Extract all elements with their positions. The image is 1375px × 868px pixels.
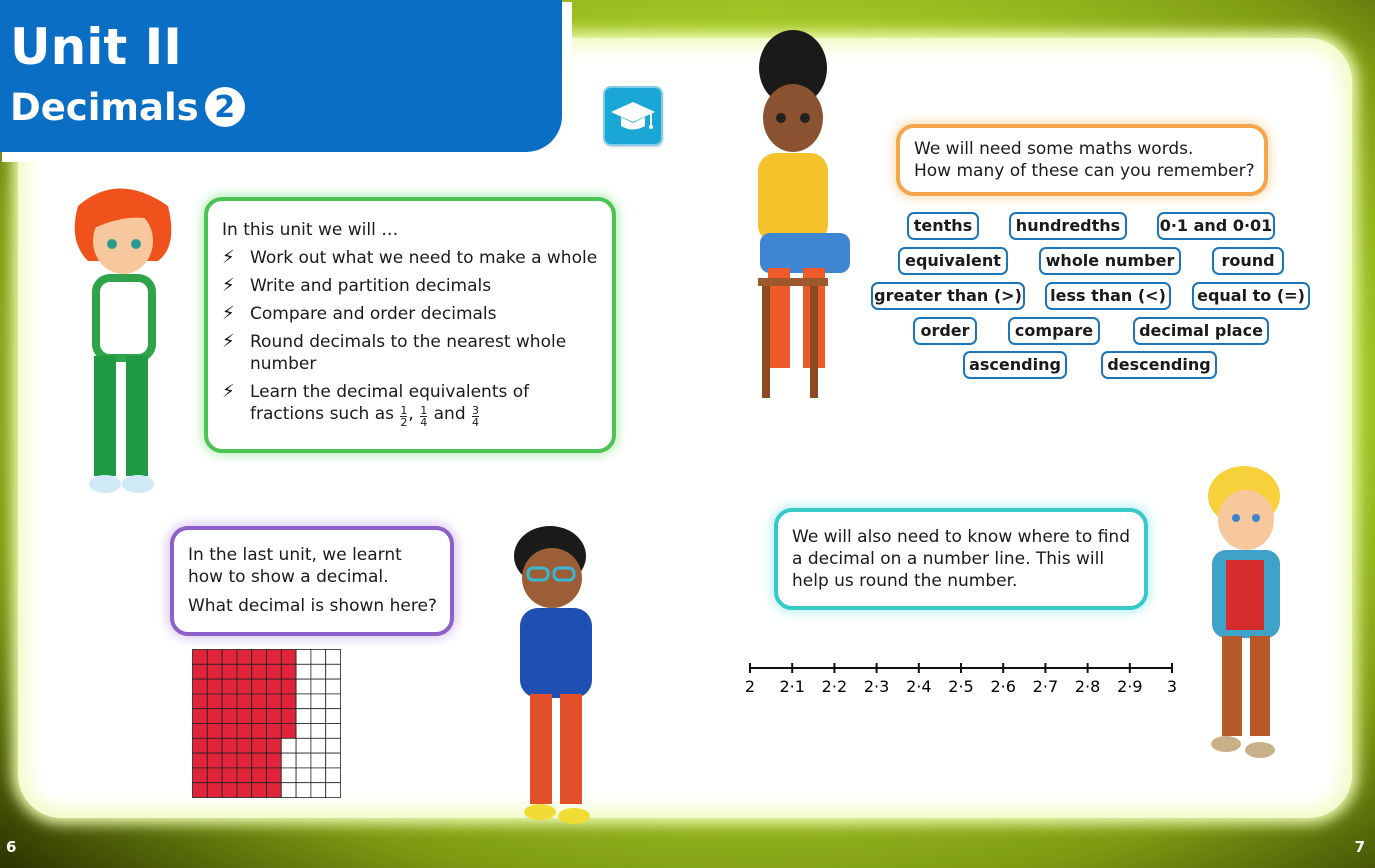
shaded-square	[237, 724, 252, 739]
unshaded-square	[326, 709, 341, 724]
shaded-square	[193, 709, 208, 724]
unshaded-square	[326, 783, 341, 798]
shaded-square	[193, 768, 208, 783]
shaded-square	[237, 753, 252, 768]
word-tag: decimal place	[1133, 317, 1269, 345]
unshaded-square	[296, 664, 311, 679]
unshaded-square	[296, 753, 311, 768]
shaded-square	[193, 650, 208, 665]
bubble-line: how to show a decimal.	[188, 567, 389, 587]
unshaded-square	[296, 694, 311, 709]
objectives-bubble	[204, 197, 616, 453]
bubble-line: In the last unit, we learnt	[188, 545, 402, 565]
unshaded-square	[326, 679, 341, 694]
fraction	[400, 405, 407, 428]
shaded-square	[281, 694, 296, 709]
numerator: 3	[472, 404, 480, 417]
unshaded-square	[296, 650, 311, 665]
shaded-square	[207, 694, 222, 709]
unit-title-text: Decimals	[10, 86, 199, 129]
shaded-square	[207, 768, 222, 783]
list-item	[222, 331, 602, 375]
list-item	[222, 303, 602, 325]
shaded-square	[193, 738, 208, 753]
word-tag: 0·1 and 0·01	[1157, 212, 1275, 240]
shaded-square	[207, 709, 222, 724]
shaded-square	[207, 724, 222, 739]
word-tag: round	[1212, 247, 1284, 275]
number-line-label: 2·5	[948, 677, 974, 696]
word-tag: ascending	[963, 351, 1067, 379]
objective-text: Round decimals to the nearest whole number	[250, 332, 567, 374]
unshaded-square	[296, 724, 311, 739]
and-word: and	[433, 404, 466, 424]
list-item	[222, 247, 602, 269]
shaded-square	[281, 724, 296, 739]
denominator: 2	[400, 416, 408, 429]
shaded-square	[281, 679, 296, 694]
objectives-list	[222, 247, 602, 434]
page-number-right: 7	[1354, 838, 1365, 856]
denominator: 4	[420, 416, 428, 429]
shaded-square	[267, 709, 282, 724]
shaded-square	[252, 709, 267, 724]
unshaded-square	[311, 709, 326, 724]
word-tag: compare	[1008, 317, 1100, 345]
bubble-line: We will also need to know where to find	[792, 527, 1130, 547]
fraction	[472, 405, 479, 428]
shaded-square	[281, 650, 296, 665]
shaded-square	[237, 709, 252, 724]
shaded-square	[222, 724, 237, 739]
unshaded-square	[311, 753, 326, 768]
unit-number: Unit II	[10, 18, 182, 76]
shaded-square	[207, 650, 222, 665]
bubble-question: What decimal is shown here?	[188, 596, 437, 616]
shaded-square	[281, 664, 296, 679]
unshaded-square	[311, 650, 326, 665]
shaded-square	[237, 650, 252, 665]
unit-header	[0, 0, 562, 152]
unshaded-square	[281, 783, 296, 798]
unshaded-square	[296, 783, 311, 798]
unshaded-square	[326, 768, 341, 783]
shaded-square	[222, 694, 237, 709]
shaded-square	[267, 650, 282, 665]
number-line-label: 2	[744, 677, 756, 696]
shaded-square	[252, 664, 267, 679]
numerator: 1	[420, 404, 428, 417]
shaded-square	[237, 783, 252, 798]
shaded-square	[252, 694, 267, 709]
word-tag: hundredths	[1009, 212, 1127, 240]
shaded-square	[193, 664, 208, 679]
girl-yellow-top-character	[748, 28, 858, 402]
bubble-line: help us round the number.	[792, 571, 1018, 591]
shaded-square	[222, 753, 237, 768]
unshaded-square	[296, 709, 311, 724]
shaded-square	[207, 753, 222, 768]
bubble-line: We will need some maths words.	[914, 139, 1194, 159]
shaded-square	[267, 783, 282, 798]
shaded-square	[193, 753, 208, 768]
unshaded-square	[281, 753, 296, 768]
unshaded-square	[326, 753, 341, 768]
word-tag: equal to (=)	[1192, 282, 1310, 310]
unshaded-square	[311, 768, 326, 783]
number-line-bubble	[774, 508, 1148, 610]
objective-text: Learn the decimal equivalents of fractions such as	[250, 382, 530, 424]
shaded-square	[222, 679, 237, 694]
lightning-bolt-icon: ⚡	[222, 303, 235, 324]
shaded-square	[207, 679, 222, 694]
shaded-square	[222, 738, 237, 753]
shaded-square	[252, 724, 267, 739]
shaded-square	[193, 783, 208, 798]
unshaded-square	[311, 783, 326, 798]
numerator: 1	[400, 404, 408, 417]
objectives-intro: In this unit we will …	[222, 220, 399, 240]
unshaded-square	[296, 738, 311, 753]
shaded-square	[207, 783, 222, 798]
unshaded-square	[281, 738, 296, 753]
word-tag: order	[913, 317, 977, 345]
word-tag: equivalent	[898, 247, 1008, 275]
shaded-square	[252, 768, 267, 783]
word-tag: less than (<)	[1045, 282, 1171, 310]
shaded-square	[267, 664, 282, 679]
shaded-square	[267, 738, 282, 753]
number-line-label: 2·7	[1032, 677, 1059, 696]
shaded-square	[252, 738, 267, 753]
lightning-bolt-icon: ⚡	[222, 275, 235, 296]
unshaded-square	[311, 679, 326, 694]
list-item	[222, 275, 602, 297]
shaded-square	[267, 724, 282, 739]
unshaded-square	[281, 768, 296, 783]
unshaded-square	[311, 738, 326, 753]
number-line	[740, 652, 1200, 698]
boy-blond-character	[1196, 460, 1290, 770]
fraction	[420, 405, 427, 428]
list-item: ⚡ Learn the decimal equivalents of fractions such as $\frac{1}{2}$ , $\frac{1}{4}$ and $\frac{3}{4}$	[222, 381, 530, 429]
objective-text: Work out what we need to make a whole	[250, 248, 598, 268]
lightning-bolt-icon: ⚡	[222, 331, 235, 352]
hundred-square-grid	[192, 649, 342, 799]
graduation-cap-icon[interactable]	[605, 88, 661, 144]
word-tag: tenths	[907, 212, 979, 240]
shaded-square	[267, 768, 282, 783]
girl-red-hair-character	[48, 186, 188, 504]
number-line-label: 2·2	[821, 677, 848, 696]
unshaded-square	[326, 650, 341, 665]
number-line-label: 3	[1166, 677, 1178, 696]
bubble-line: a decimal on a number line. This will	[792, 549, 1105, 569]
shaded-square	[237, 738, 252, 753]
word-tag: whole number	[1039, 247, 1181, 275]
shaded-square	[222, 650, 237, 665]
shaded-square	[267, 679, 282, 694]
shaded-square	[252, 650, 267, 665]
unshaded-square	[326, 738, 341, 753]
shaded-square	[222, 783, 237, 798]
shaded-square	[193, 679, 208, 694]
page-number-left: 6	[6, 838, 17, 856]
lightning-bolt-icon: ⚡	[222, 381, 235, 402]
bubble-line: How many of these can you remember?	[914, 161, 1255, 181]
objective-text: Compare and order decimals	[250, 304, 497, 324]
last-unit-bubble	[170, 526, 454, 636]
shaded-square	[237, 768, 252, 783]
unshaded-square	[326, 694, 341, 709]
unshaded-square	[296, 679, 311, 694]
unshaded-square	[311, 694, 326, 709]
word-tag: descending	[1101, 351, 1217, 379]
maths-words-bubble	[896, 124, 1268, 196]
unshaded-square	[326, 664, 341, 679]
shaded-square	[237, 664, 252, 679]
shaded-square	[222, 768, 237, 783]
number-line-label: 2·3	[863, 677, 890, 696]
lightning-bolt-icon: ⚡	[222, 247, 235, 268]
unit-title-number: 2	[205, 87, 245, 127]
shaded-square	[267, 753, 282, 768]
unshaded-square	[296, 768, 311, 783]
objective-text: Write and partition decimals	[250, 276, 492, 296]
shaded-square	[252, 783, 267, 798]
unshaded-square	[326, 724, 341, 739]
number-line-label: 2·1	[779, 677, 805, 696]
shaded-square	[193, 724, 208, 739]
unit-title	[10, 86, 245, 129]
word-tag: greater than (>)	[871, 282, 1025, 310]
shaded-square	[237, 679, 252, 694]
shaded-square	[222, 709, 237, 724]
shaded-square	[252, 679, 267, 694]
unshaded-square	[311, 724, 326, 739]
boy-glasses-character	[500, 516, 604, 832]
shaded-square	[207, 738, 222, 753]
denominator: 4	[472, 416, 480, 429]
shaded-square	[222, 664, 237, 679]
shaded-square	[193, 694, 208, 709]
number-line-label: 2·8	[1074, 677, 1101, 696]
unshaded-square	[311, 664, 326, 679]
number-line-label: 2·4	[906, 677, 932, 696]
number-line-label: 2·6	[990, 677, 1016, 696]
shaded-square	[207, 664, 222, 679]
number-line-label: 2·9	[1117, 677, 1143, 696]
shaded-square	[252, 753, 267, 768]
shaded-square	[237, 694, 252, 709]
shaded-square	[281, 709, 296, 724]
shaded-square	[267, 694, 282, 709]
